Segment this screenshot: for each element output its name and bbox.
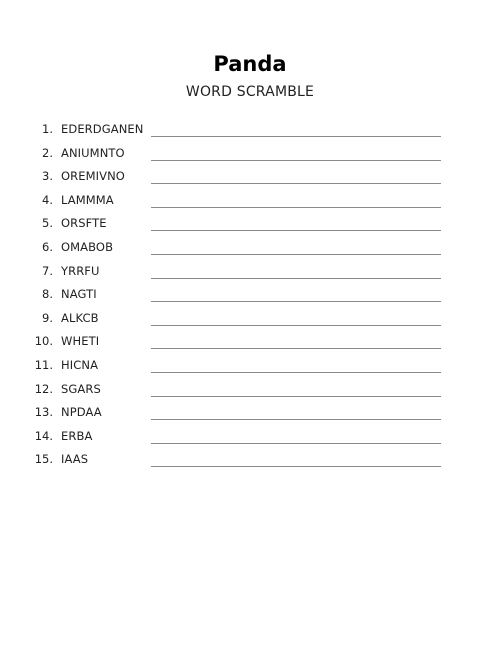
answer-line bbox=[151, 348, 441, 349]
item-number: 14. bbox=[34, 428, 53, 443]
item-number: 4. bbox=[42, 192, 53, 207]
scramble-item bbox=[0, 236, 500, 260]
scrambled-word: NPDAA bbox=[61, 405, 102, 420]
scramble-item bbox=[0, 142, 500, 166]
scrambled-word: ORSFTE bbox=[61, 216, 107, 231]
scrambled-word: ALKCB bbox=[61, 310, 99, 325]
item-number: 12. bbox=[34, 381, 53, 396]
answer-line bbox=[151, 207, 441, 208]
scrambled-word: WHETI bbox=[61, 334, 100, 349]
item-number: 3. bbox=[42, 169, 53, 184]
answer-line bbox=[151, 396, 441, 397]
item-number: 7. bbox=[42, 263, 53, 278]
scramble-item bbox=[0, 354, 500, 378]
scrambled-word: HICNA bbox=[61, 357, 99, 372]
scramble-item bbox=[0, 260, 500, 284]
scramble-item bbox=[0, 189, 500, 213]
worksheet-subtitle: WORD SCRAMBLE bbox=[185, 84, 315, 100]
scrambled-word: NAGTI bbox=[61, 287, 97, 302]
item-number: 15. bbox=[34, 452, 53, 467]
scrambled-word: OMABOB bbox=[61, 239, 114, 254]
scramble-item bbox=[0, 378, 500, 402]
item-number: 13. bbox=[34, 405, 53, 420]
answer-line bbox=[151, 466, 441, 467]
answer-line bbox=[151, 160, 441, 161]
scrambled-word: YRRFU bbox=[61, 263, 100, 278]
item-number: 10. bbox=[34, 334, 53, 349]
scrambled-word: SGARS bbox=[61, 381, 101, 396]
scramble-item bbox=[0, 165, 500, 189]
scramble-item bbox=[0, 118, 500, 142]
scrambled-word: ANIUMNTO bbox=[61, 145, 125, 160]
scramble-item bbox=[0, 212, 500, 236]
item-number: 2. bbox=[42, 145, 53, 160]
answer-line bbox=[151, 230, 441, 231]
scramble-list bbox=[0, 118, 500, 472]
scramble-item bbox=[0, 425, 500, 449]
answer-line bbox=[151, 183, 441, 184]
scrambled-word: LAMMMA bbox=[61, 192, 114, 207]
scramble-item bbox=[0, 401, 500, 425]
item-number: 5. bbox=[42, 216, 53, 231]
answer-line bbox=[151, 419, 441, 420]
item-number: 11. bbox=[34, 357, 53, 372]
answer-line bbox=[151, 254, 441, 255]
scramble-item bbox=[0, 307, 500, 331]
answer-line bbox=[151, 372, 441, 373]
scrambled-word: EDERDGANEN bbox=[61, 122, 144, 136]
item-number: 6. bbox=[42, 239, 53, 254]
scrambled-word: ERBA bbox=[61, 428, 93, 443]
scramble-item bbox=[0, 283, 500, 307]
item-number: 1. bbox=[42, 122, 53, 136]
answer-line bbox=[151, 443, 441, 444]
answer-line bbox=[151, 325, 441, 326]
scrambled-word: IAAS bbox=[61, 452, 89, 467]
answer-line bbox=[151, 301, 441, 302]
worksheet-title: Panda bbox=[213, 52, 287, 76]
scramble-item bbox=[0, 330, 500, 354]
scrambled-word: OREMIVNO bbox=[61, 169, 125, 184]
item-number: 8. bbox=[42, 287, 53, 302]
scramble-item bbox=[0, 448, 500, 472]
item-number: 9. bbox=[42, 310, 53, 325]
answer-line bbox=[151, 136, 441, 137]
answer-line bbox=[151, 278, 441, 279]
